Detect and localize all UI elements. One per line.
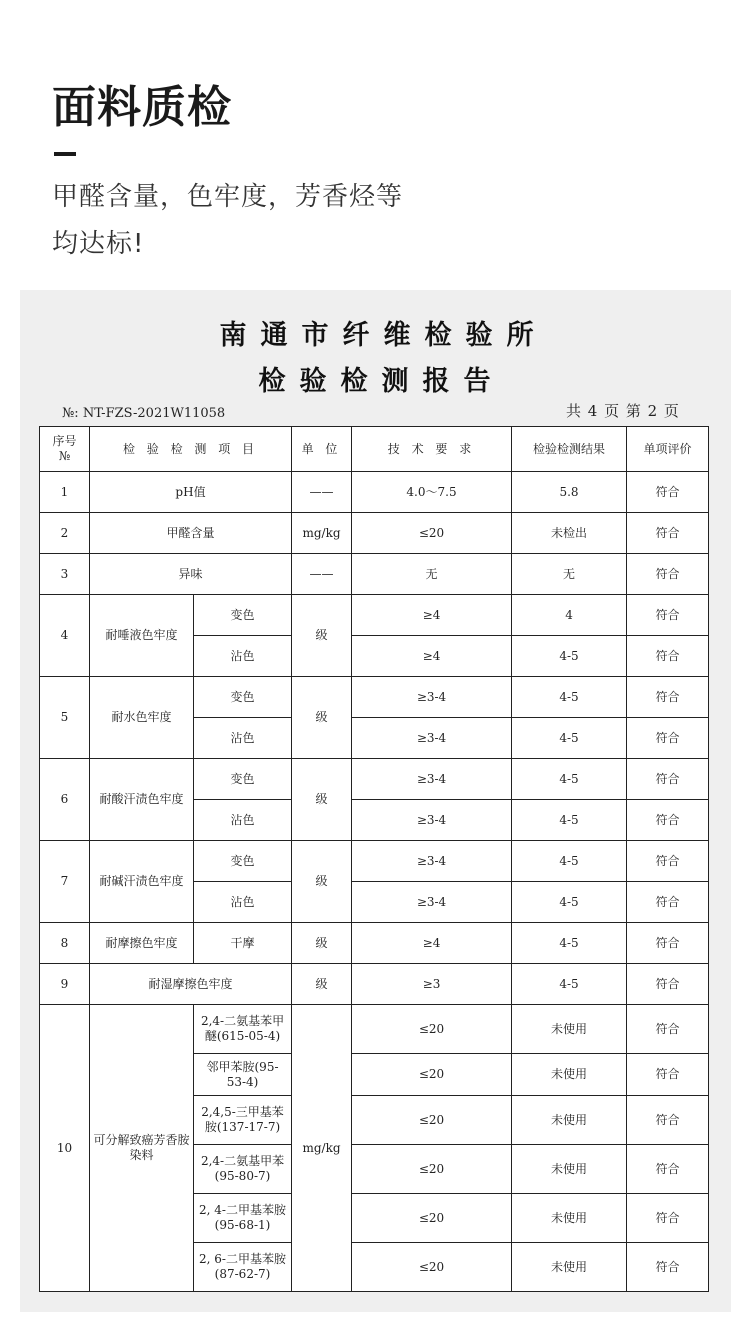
requirement-cell: ≥3-4	[352, 677, 512, 718]
test-item: 耐水色牢度	[90, 677, 194, 759]
evaluation-cell: 符合	[627, 1243, 709, 1292]
result-cell: 未检出	[512, 513, 627, 554]
evaluation-cell: 符合	[627, 1096, 709, 1145]
table-row	[40, 472, 709, 513]
result-cell: 4-5	[512, 677, 627, 718]
col-header-no: 序号 №	[40, 427, 90, 472]
result-cell: 4-5	[512, 718, 627, 759]
requirement-cell: ≥3-4	[352, 800, 512, 841]
test-item: 耐湿摩擦色牢度	[90, 964, 292, 1005]
table-row	[40, 677, 709, 718]
requirement-cell: ≤20	[352, 1194, 512, 1243]
evaluation-cell: 符合	[627, 718, 709, 759]
evaluation-cell: 符合	[627, 1194, 709, 1243]
requirement-cell: ≤20	[352, 1054, 512, 1096]
result-cell: 4-5	[512, 759, 627, 800]
requirement-cell: 无	[352, 554, 512, 595]
col-header-requirement: 技 术 要 求	[352, 427, 512, 472]
sub-item: 变色	[194, 595, 292, 636]
test-item: 耐唾液色牢度	[90, 595, 194, 677]
unit-cell: 级	[292, 595, 352, 677]
sub-item: 2, 6-二甲基苯胺(87-62-7)	[194, 1243, 292, 1292]
evaluation-cell: 符合	[627, 1054, 709, 1096]
table-row	[40, 759, 709, 800]
evaluation-cell: 符合	[627, 677, 709, 718]
evaluation-cell: 符合	[627, 923, 709, 964]
result-cell: 4-5	[512, 800, 627, 841]
title-underline	[54, 152, 76, 156]
report-institution: 南通市纤维检验所	[219, 320, 548, 351]
result-cell: 4-5	[512, 841, 627, 882]
evaluation-cell: 符合	[627, 882, 709, 923]
report-heading: 检验检测报告	[258, 366, 505, 397]
result-cell: 4-5	[512, 964, 627, 1005]
requirement-cell: 4.0～7.5	[352, 472, 512, 513]
evaluation-cell: 符合	[627, 1005, 709, 1054]
evaluation-cell: 符合	[627, 472, 709, 513]
row-number: 10	[40, 1005, 90, 1292]
table-row	[40, 513, 709, 554]
unit-cell: mg/kg	[292, 1005, 352, 1292]
row-number: 5	[40, 677, 90, 759]
requirement-cell: ≥3-4	[352, 882, 512, 923]
sub-item: 变色	[194, 677, 292, 718]
requirement-cell: ≥4	[352, 595, 512, 636]
requirement-cell: ≤20	[352, 1145, 512, 1194]
table-row	[40, 841, 709, 882]
result-cell: 5.8	[512, 472, 627, 513]
evaluation-cell: 符合	[627, 513, 709, 554]
row-number: 4	[40, 595, 90, 677]
test-item: 可分解致癌芳香胺染料	[90, 1005, 194, 1292]
sub-item: 2, 4-二甲基苯胺(95-68-1)	[194, 1194, 292, 1243]
test-item: pH值	[90, 472, 292, 513]
table-header-row	[40, 427, 709, 472]
result-cell: 未使用	[512, 1096, 627, 1145]
table-row	[40, 595, 709, 636]
result-cell: 未使用	[512, 1243, 627, 1292]
sub-item: 2,4,5-三甲基苯胺(137-17-7)	[194, 1096, 292, 1145]
sub-item: 沾色	[194, 636, 292, 677]
sub-item: 沾色	[194, 718, 292, 759]
requirement-cell: ≥4	[352, 636, 512, 677]
row-number: 6	[40, 759, 90, 841]
result-cell: 未使用	[512, 1145, 627, 1194]
requirement-cell: ≥4	[352, 923, 512, 964]
sub-item: 变色	[194, 759, 292, 800]
result-cell: 4-5	[512, 882, 627, 923]
requirement-cell: ≤20	[352, 1243, 512, 1292]
evaluation-cell: 符合	[627, 800, 709, 841]
requirement-cell: ≥3-4	[352, 759, 512, 800]
requirement-cell: ≤20	[352, 1005, 512, 1054]
requirement-cell: ≥3-4	[352, 841, 512, 882]
table-row	[40, 554, 709, 595]
inspection-report-image	[20, 290, 731, 1312]
result-cell: 未使用	[512, 1005, 627, 1054]
evaluation-cell: 符合	[627, 636, 709, 677]
evaluation-cell: 符合	[627, 554, 709, 595]
subtitle-line-1: 甲醛含量，色牢度，芳香烃等	[52, 182, 404, 212]
unit-cell: 级	[292, 677, 352, 759]
row-number: 8	[40, 923, 90, 964]
col-header-evaluation: 单项评价	[627, 427, 709, 472]
test-item: 甲醛含量	[90, 513, 292, 554]
unit-cell: 级	[292, 841, 352, 923]
sub-item: 干摩	[194, 923, 292, 964]
result-cell: 4	[512, 595, 627, 636]
requirement-cell: ≥3-4	[352, 718, 512, 759]
test-item: 耐摩擦色牢度	[90, 923, 194, 964]
test-item: 耐碱汗渍色牢度	[90, 841, 194, 923]
row-number: 2	[40, 513, 90, 554]
sub-item: 沾色	[194, 882, 292, 923]
unit-cell: ——	[292, 472, 352, 513]
table-row	[40, 923, 709, 964]
col-header-result: 检验检测结果	[512, 427, 627, 472]
row-number: 3	[40, 554, 90, 595]
result-cell: 无	[512, 554, 627, 595]
unit-cell: 级	[292, 923, 352, 964]
unit-cell: ——	[292, 554, 352, 595]
sub-item: 2,4-二氨基甲苯(95-80-7)	[194, 1145, 292, 1194]
col-header-unit: 单 位	[292, 427, 352, 472]
evaluation-cell: 符合	[627, 595, 709, 636]
row-number: 9	[40, 964, 90, 1005]
page-title: 面料质检	[52, 82, 232, 133]
table-row	[40, 1005, 709, 1054]
report-page-count: 共 4 页 第 2 页	[566, 402, 680, 420]
result-cell: 4-5	[512, 636, 627, 677]
evaluation-cell: 符合	[627, 759, 709, 800]
row-number: 1	[40, 472, 90, 513]
evaluation-cell: 符合	[627, 841, 709, 882]
unit-cell: 级	[292, 964, 352, 1005]
table-row	[40, 964, 709, 1005]
subtitle-line-2: 均达标!	[52, 229, 145, 259]
unit-cell: 级	[292, 759, 352, 841]
evaluation-cell: 符合	[627, 964, 709, 1005]
col-header-item: 检 验 检 测 项 目	[90, 427, 292, 472]
evaluation-cell: 符合	[627, 1145, 709, 1194]
sub-item: 邻甲苯胺(95-53-4)	[194, 1054, 292, 1096]
sub-item: 2,4-二氨基苯甲醚(615-05-4)	[194, 1005, 292, 1054]
test-item: 耐酸汗渍色牢度	[90, 759, 194, 841]
row-number: 7	[40, 841, 90, 923]
report-table	[39, 426, 709, 1292]
test-item: 异味	[90, 554, 292, 595]
requirement-cell: ≤20	[352, 513, 512, 554]
requirement-cell: ≥3	[352, 964, 512, 1005]
result-cell: 未使用	[512, 1054, 627, 1096]
result-cell: 4-5	[512, 923, 627, 964]
sub-item: 沾色	[194, 800, 292, 841]
sub-item: 变色	[194, 841, 292, 882]
report-number: №: NT-FZS-2021W11058	[62, 406, 226, 421]
requirement-cell: ≤20	[352, 1096, 512, 1145]
result-cell: 未使用	[512, 1194, 627, 1243]
unit-cell: mg/kg	[292, 513, 352, 554]
